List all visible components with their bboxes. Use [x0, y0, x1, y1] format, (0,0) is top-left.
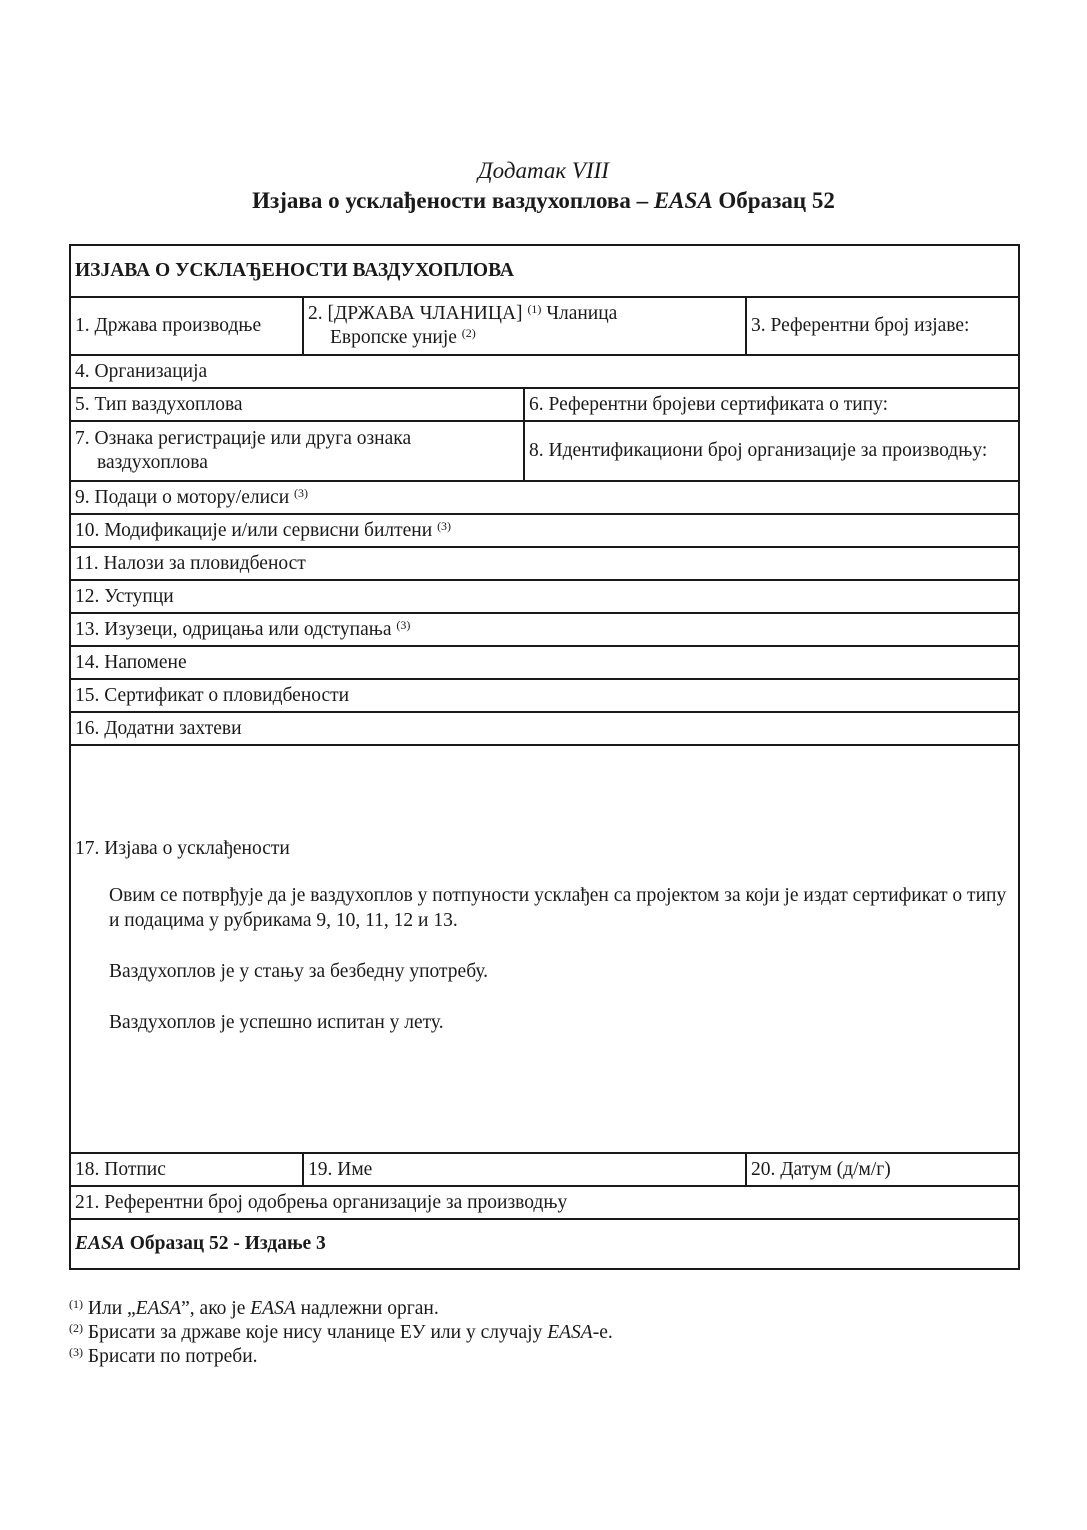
field-additional-requirements[interactable]: 16. Додатни захтеви	[70, 712, 1019, 745]
field-organisation-id[interactable]: 8. Идентификациони број организације за производњу:	[524, 421, 1019, 481]
footnote-3: $^{(3)}$ Брисати по потреби.	[69, 1345, 258, 1367]
footnote-2: $^{(2)}$ Брисати за државе које нису чланице ЕУ или у случају EASA-е.	[69, 1321, 613, 1343]
field-name[interactable]: 19. Име	[303, 1153, 746, 1186]
conformity-statement-label: 17. Изјава о усклађености	[75, 838, 290, 859]
statement-text	[109, 883, 1014, 1035]
footnotes	[69, 1297, 613, 1369]
field-exemptions[interactable]: 13. Изузеци, одрицања или одступања $^{(3)}$	[70, 613, 1019, 646]
statement-paragraph: Овим се потврђује да је ваздухоплов у потпуности усклађен са пројектом за који је издат сертификат о типу и подацима у рубрикама 9, 10, 11, 12 и 13.	[109, 885, 1007, 931]
form-heading: ИЗЈАВА О УСКЛАЂЕНОСТИ ВАЗДУХОПЛОВА	[70, 245, 1019, 297]
field-state-of-manufacture[interactable]: 1. Држава производње	[70, 297, 303, 355]
field-engine-propeller[interactable]: 9. Подаци о мотору/елиси $^{(3)}$	[70, 481, 1019, 514]
field-remarks[interactable]: 14. Напомене	[70, 646, 1019, 679]
field-concessions[interactable]: 12. Уступци	[70, 580, 1019, 613]
field-airworthiness-directives[interactable]: 11. Налози за пловидбеност	[70, 547, 1019, 580]
field-registration-mark[interactable]: 7. Ознака регистрације или друга ознака ваздухоплова	[70, 421, 524, 481]
conformity-form	[69, 244, 1020, 1270]
field-modifications[interactable]: 10. Модификације и/или сервисни билтени $^{(3)}$	[70, 514, 1019, 547]
field-signature[interactable]: 18. Потпис	[70, 1153, 303, 1186]
field-type-certificate-refs[interactable]: 6. Референтни бројеви сертификата о типу:	[524, 388, 1019, 421]
field-date[interactable]: 20. Датум (д/м/г)	[746, 1153, 1019, 1186]
annex-label: Додатак VIII	[478, 158, 609, 183]
form-issue-label: EASA Образац 52 - Издање 3	[70, 1219, 1019, 1269]
field-conformity-statement	[70, 745, 1019, 1153]
field-member-state[interactable]: 2. [ДРЖАВА ЧЛАНИЦА] $^{(1)}$ Чланица Европске уније $^{(2)}$	[303, 297, 746, 355]
document-title: Изјава о усклађености ваздухоплова – EASA Образац 52	[252, 188, 835, 213]
field-statement-ref-number[interactable]: 3. Референтни број изјаве:	[746, 297, 1019, 355]
field-approval-ref-number[interactable]: 21. Референтни број одобрења организације за производњу	[70, 1186, 1019, 1219]
footnote-1: $^{(1)}$ Или „EASA”, ако је EASA надлежни орган.	[69, 1297, 439, 1319]
statement-paragraph: Ваздухоплов је у стању за безбедну употребу.	[109, 961, 489, 982]
statement-paragraph: Ваздухоплов је успешно испитан у лету.	[109, 1012, 444, 1033]
field-organisation[interactable]: 4. Организација	[70, 355, 1019, 388]
document-header	[0, 156, 1087, 216]
field-airworthiness-certificate[interactable]: 15. Сертификат о пловидбености	[70, 679, 1019, 712]
field-aircraft-type[interactable]: 5. Тип ваздухоплова	[70, 388, 524, 421]
